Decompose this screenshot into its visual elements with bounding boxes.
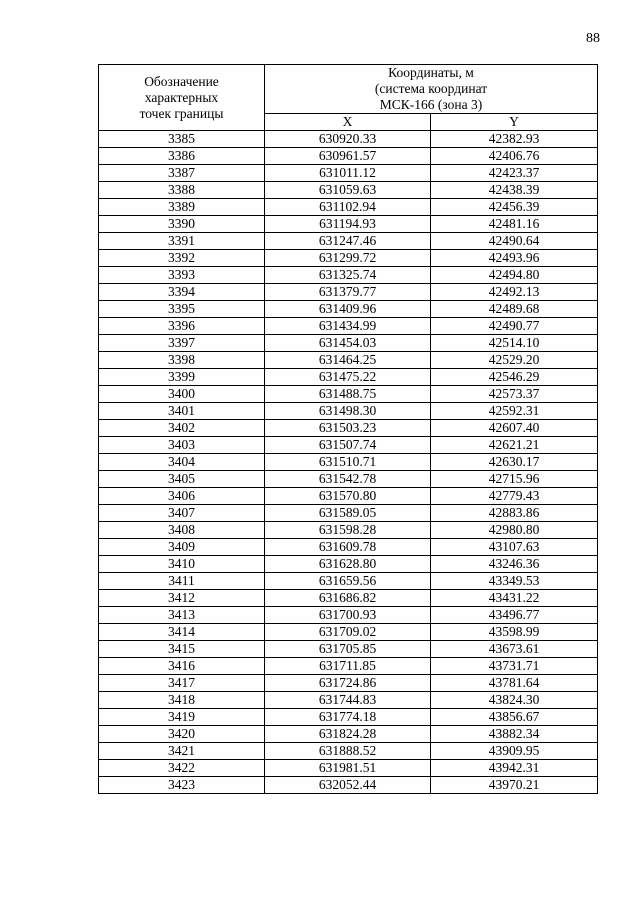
y-coordinate-cell: 42779.43 xyxy=(431,488,598,505)
y-coordinate-cell: 42630.17 xyxy=(431,454,598,471)
coords-header-line-3: МСК-166 (зона 3) xyxy=(379,97,483,112)
table-body xyxy=(99,131,598,794)
x-coordinate-cell: 631498.30 xyxy=(265,403,431,420)
y-coordinate-cell: 42489.68 xyxy=(431,301,598,318)
point-number-cell: 3396 xyxy=(99,318,265,335)
y-coordinate-cell: 42621.21 xyxy=(431,437,598,454)
point-number-cell: 3418 xyxy=(99,692,265,709)
table-row xyxy=(99,420,598,437)
table-row xyxy=(99,556,598,573)
x-coordinate-cell: 631475.22 xyxy=(265,369,431,386)
point-number-cell: 3385 xyxy=(99,131,265,148)
point-number-cell: 3407 xyxy=(99,505,265,522)
x-coordinate-cell: 631510.71 xyxy=(265,454,431,471)
table-row xyxy=(99,250,598,267)
y-coordinate-cell: 43246.36 xyxy=(431,556,598,573)
table-row xyxy=(99,726,598,743)
table-row xyxy=(99,216,598,233)
table-row xyxy=(99,692,598,709)
table-row xyxy=(99,641,598,658)
table-row xyxy=(99,760,598,777)
point-number-cell: 3421 xyxy=(99,743,265,760)
point-number-cell: 3393 xyxy=(99,267,265,284)
point-number-cell: 3402 xyxy=(99,420,265,437)
point-number-cell: 3423 xyxy=(99,777,265,794)
coordinates-table xyxy=(98,64,598,794)
point-number-cell: 3389 xyxy=(99,199,265,216)
y-coordinate-cell: 42490.64 xyxy=(431,233,598,250)
x-coordinate-cell: 631686.82 xyxy=(265,590,431,607)
point-number-cell: 3416 xyxy=(99,658,265,675)
point-header-line-2: характерных xyxy=(144,89,219,105)
coords-header-line-1: Координаты, м xyxy=(388,65,474,80)
x-coordinate-cell: 631589.05 xyxy=(265,505,431,522)
y-coordinate-cell: 43731.71 xyxy=(431,658,598,675)
x-coordinate-cell: 631598.28 xyxy=(265,522,431,539)
x-coordinate-cell: 631011.12 xyxy=(265,165,431,182)
y-coordinate-cell: 43942.31 xyxy=(431,760,598,777)
x-coordinate-cell: 631724.86 xyxy=(265,675,431,692)
table-row xyxy=(99,233,598,250)
x-coordinate-cell: 631059.63 xyxy=(265,182,431,199)
point-number-cell: 3390 xyxy=(99,216,265,233)
y-coordinate-cell: 43856.67 xyxy=(431,709,598,726)
y-coordinate-cell: 42438.39 xyxy=(431,182,598,199)
table-row xyxy=(99,709,598,726)
x-coordinate-cell: 631434.99 xyxy=(265,318,431,335)
x-coordinate-cell: 632052.44 xyxy=(265,777,431,794)
point-number-cell: 3413 xyxy=(99,607,265,624)
y-coordinate-cell: 42980.80 xyxy=(431,522,598,539)
point-header-line-1: Обозначение xyxy=(144,73,219,89)
x-coordinate-cell: 631700.93 xyxy=(265,607,431,624)
table-row xyxy=(99,318,598,335)
point-number-cell: 3414 xyxy=(99,624,265,641)
point-number-cell: 3394 xyxy=(99,284,265,301)
table-row xyxy=(99,182,598,199)
point-number-cell: 3392 xyxy=(99,250,265,267)
y-coordinate-cell: 43673.61 xyxy=(431,641,598,658)
table-row xyxy=(99,573,598,590)
x-coordinate-cell: 631194.93 xyxy=(265,216,431,233)
table-row xyxy=(99,658,598,675)
x-coordinate-cell: 631454.03 xyxy=(265,335,431,352)
x-coordinate-cell: 630961.57 xyxy=(265,148,431,165)
point-number-cell: 3388 xyxy=(99,182,265,199)
x-coordinate-cell: 631409.96 xyxy=(265,301,431,318)
x-coordinate-cell: 631744.83 xyxy=(265,692,431,709)
point-number-cell: 3410 xyxy=(99,556,265,573)
y-coordinate-cell: 42490.77 xyxy=(431,318,598,335)
y-coordinate-cell: 42514.10 xyxy=(431,335,598,352)
table-row xyxy=(99,284,598,301)
x-coordinate-cell: 631542.78 xyxy=(265,471,431,488)
point-number-cell: 3419 xyxy=(99,709,265,726)
y-coordinate-cell: 42529.20 xyxy=(431,352,598,369)
table-row xyxy=(99,488,598,505)
point-number-cell: 3391 xyxy=(99,233,265,250)
point-number-cell: 3395 xyxy=(99,301,265,318)
y-coordinate-cell: 43431.22 xyxy=(431,590,598,607)
x-coordinate-cell: 631464.25 xyxy=(265,352,431,369)
table-header-row xyxy=(99,65,598,114)
y-coordinate-cell: 42481.16 xyxy=(431,216,598,233)
point-number-cell: 3401 xyxy=(99,403,265,420)
x-coordinate-cell: 631507.74 xyxy=(265,437,431,454)
point-number-cell: 3408 xyxy=(99,522,265,539)
x-coordinate-cell: 631247.46 xyxy=(265,233,431,250)
y-coordinate-cell: 42493.96 xyxy=(431,250,598,267)
table-row xyxy=(99,301,598,318)
x-coordinate-cell: 631888.52 xyxy=(265,743,431,760)
y-coordinate-cell: 42492.13 xyxy=(431,284,598,301)
point-number-cell: 3398 xyxy=(99,352,265,369)
x-coordinate-cell: 631824.28 xyxy=(265,726,431,743)
y-coordinate-cell: 42883.86 xyxy=(431,505,598,522)
table-row xyxy=(99,522,598,539)
table-row xyxy=(99,335,598,352)
point-designation-header xyxy=(99,65,265,131)
y-coordinate-cell: 43970.21 xyxy=(431,777,598,794)
y-coordinate-cell: 42592.31 xyxy=(431,403,598,420)
page-number: 88 xyxy=(586,31,600,46)
table-row xyxy=(99,403,598,420)
point-number-cell: 3403 xyxy=(99,437,265,454)
point-number-cell: 3415 xyxy=(99,641,265,658)
y-coordinate-cell: 43824.30 xyxy=(431,692,598,709)
y-coordinate-cell: 43107.63 xyxy=(431,539,598,556)
table-row xyxy=(99,352,598,369)
x-coordinate-cell: 631705.85 xyxy=(265,641,431,658)
x-coordinate-cell: 631609.78 xyxy=(265,539,431,556)
point-number-cell: 3400 xyxy=(99,386,265,403)
x-coordinate-cell: 631503.23 xyxy=(265,420,431,437)
x-coordinate-cell: 631488.75 xyxy=(265,386,431,403)
x-coordinate-cell: 630920.33 xyxy=(265,131,431,148)
point-number-cell: 3409 xyxy=(99,539,265,556)
table-row xyxy=(99,267,598,284)
table-row xyxy=(99,437,598,454)
table-row xyxy=(99,131,598,148)
coordinates-header xyxy=(265,65,598,114)
table-row xyxy=(99,505,598,522)
x-coordinate-cell: 631659.56 xyxy=(265,573,431,590)
table-row xyxy=(99,386,598,403)
table-row xyxy=(99,539,598,556)
point-number-cell: 3405 xyxy=(99,471,265,488)
table-row xyxy=(99,607,598,624)
table-row xyxy=(99,471,598,488)
point-number-cell: 3404 xyxy=(99,454,265,471)
x-coordinate-cell: 631299.72 xyxy=(265,250,431,267)
y-coordinate-cell: 42423.37 xyxy=(431,165,598,182)
table-row xyxy=(99,148,598,165)
table-row xyxy=(99,777,598,794)
x-column-header: X xyxy=(265,114,431,131)
point-number-cell: 3417 xyxy=(99,675,265,692)
y-coordinate-cell: 42382.93 xyxy=(431,131,598,148)
y-column-header: Y xyxy=(431,114,598,131)
point-number-cell: 3397 xyxy=(99,335,265,352)
y-coordinate-cell: 43909.95 xyxy=(431,743,598,760)
point-number-cell: 3399 xyxy=(99,369,265,386)
y-coordinate-cell: 42607.40 xyxy=(431,420,598,437)
x-coordinate-cell: 631628.80 xyxy=(265,556,431,573)
y-coordinate-cell: 43781.64 xyxy=(431,675,598,692)
table-row xyxy=(99,369,598,386)
x-coordinate-cell: 631711.85 xyxy=(265,658,431,675)
table-row xyxy=(99,743,598,760)
table-row xyxy=(99,590,598,607)
x-coordinate-cell: 631774.18 xyxy=(265,709,431,726)
y-coordinate-cell: 43349.53 xyxy=(431,573,598,590)
x-coordinate-cell: 631379.77 xyxy=(265,284,431,301)
y-coordinate-cell: 42715.96 xyxy=(431,471,598,488)
y-coordinate-cell: 42406.76 xyxy=(431,148,598,165)
point-number-cell: 3422 xyxy=(99,760,265,777)
x-coordinate-cell: 631570.80 xyxy=(265,488,431,505)
point-number-cell: 3386 xyxy=(99,148,265,165)
y-coordinate-cell: 42573.37 xyxy=(431,386,598,403)
coords-header-line-2: (система координат xyxy=(374,81,488,96)
table-row xyxy=(99,454,598,471)
table-row xyxy=(99,199,598,216)
y-coordinate-cell: 43598.99 xyxy=(431,624,598,641)
x-coordinate-cell: 631709.02 xyxy=(265,624,431,641)
table-row xyxy=(99,165,598,182)
table-row xyxy=(99,675,598,692)
point-number-cell: 3411 xyxy=(99,573,265,590)
y-coordinate-cell: 42546.29 xyxy=(431,369,598,386)
y-coordinate-cell: 42456.39 xyxy=(431,199,598,216)
x-coordinate-cell: 631102.94 xyxy=(265,199,431,216)
point-number-cell: 3412 xyxy=(99,590,265,607)
y-coordinate-cell: 43496.77 xyxy=(431,607,598,624)
x-coordinate-cell: 631981.51 xyxy=(265,760,431,777)
point-header-line-3: точек границы xyxy=(139,105,224,121)
y-coordinate-cell: 43882.34 xyxy=(431,726,598,743)
y-coordinate-cell: 42494.80 xyxy=(431,267,598,284)
point-number-cell: 3387 xyxy=(99,165,265,182)
point-number-cell: 3406 xyxy=(99,488,265,505)
x-coordinate-cell: 631325.74 xyxy=(265,267,431,284)
point-number-cell: 3420 xyxy=(99,726,265,743)
table-row xyxy=(99,624,598,641)
